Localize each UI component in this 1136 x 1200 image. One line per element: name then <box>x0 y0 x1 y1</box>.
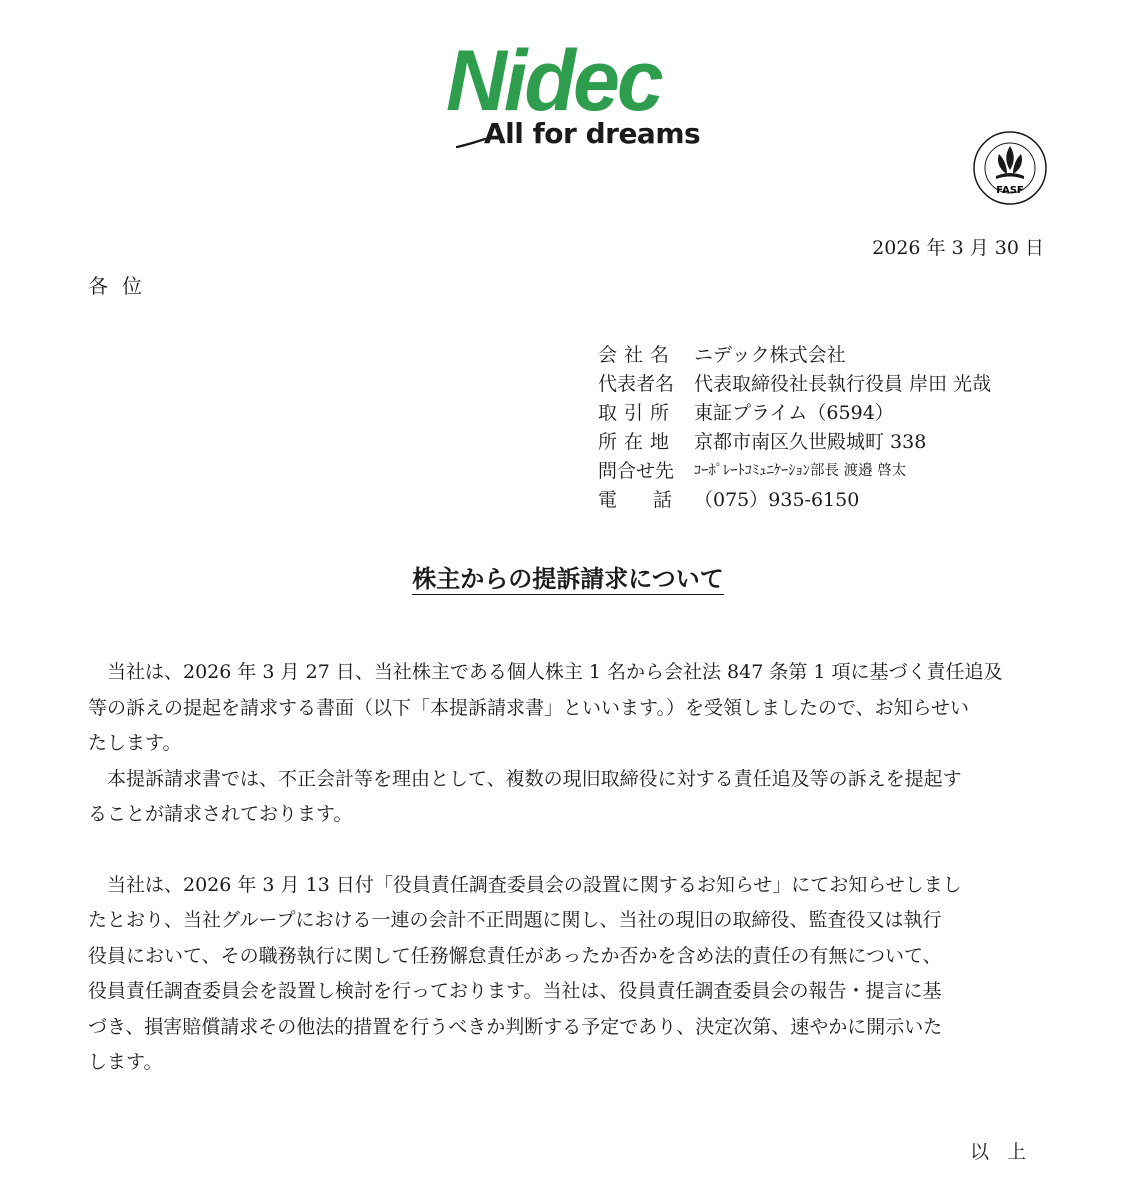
paragraph-spacer <box>88 833 1068 868</box>
info-label: 電話 <box>598 489 709 511</box>
body-text <box>88 655 1068 1081</box>
info-label: 問合せ先 <box>598 460 675 482</box>
logo-tagline: All for dreams <box>484 117 701 150</box>
info-value: （075）935-6150 <box>694 489 860 511</box>
paragraph-line: たします。 <box>88 732 182 754</box>
paragraph-line: 等の訴えの提起を請求する書面（以下「本提訴請求書」といいます。）を受領しましたので、お知らせい <box>88 696 970 719</box>
info-row-representative <box>598 370 991 399</box>
fasf-text: FASF <box>996 185 1024 196</box>
document-date: 2026 年 3 月 30 日 <box>872 237 1044 259</box>
info-value: 東証プライム（6594） <box>694 402 894 424</box>
info-label: 所在地 <box>598 431 677 453</box>
paragraph-line: ることが請求されております。 <box>88 803 353 825</box>
info-value: 代表取締役社長執行役員 岸田 光哉 <box>694 373 992 395</box>
fasf-seal-icon <box>972 130 1048 206</box>
paragraph-line: たとおり、当社グループにおける一連の会計不正問題に関し、当社の現旧の取締役、監査役又は執行 <box>88 909 942 931</box>
paragraph-line: 役員において、その職務執行に関して任務懈怠責任があったか否かを含め法的責任の有無について、 <box>88 944 942 967</box>
nidec-logo <box>440 33 715 158</box>
info-value: ｺｰﾎﾟﾚｰﾄｺﾐｭﾆｹｰｼｮﾝ部長 渡邉 啓太 <box>694 463 907 479</box>
fasf-badge <box>972 130 1048 206</box>
info-value: ニデック株式会社 <box>694 344 846 366</box>
paragraph-line: 本提訴請求書では、不正会計等を理由として、複数の現旧取締役に対する責任追及等の訴えを提起す <box>88 767 962 790</box>
info-row-contact <box>598 457 991 486</box>
info-row-company <box>598 341 991 370</box>
info-row-exchange <box>598 399 991 428</box>
logo-wordmark: Nidec <box>446 33 661 129</box>
info-row-phone <box>598 486 991 515</box>
paragraph-line: 役員責任調査委員会を設置し検討を行っております。当社は、役員責任調査委員会の報告・提言に基 <box>88 980 942 1002</box>
info-label: 取引所 <box>598 402 677 424</box>
addressee: 各位 <box>88 274 156 298</box>
document-title: 株主からの提訴請求について <box>412 564 724 593</box>
paragraph-line: 当社は、2026 年 3 月 13 日付「役員責任調査委員会の設置に関するお知らせ」にてお知らせしまし <box>88 873 962 896</box>
paragraph-line: 当社は、2026 年 3 月 27 日、当社株主である個人株主 1 名から会社法 847 条第 1 項に基づく責任追及 <box>88 661 1003 683</box>
paragraph-line: します。 <box>88 1051 163 1073</box>
info-label: 会社名 <box>598 344 677 366</box>
info-value: 京都市南区久世殿城町 338 <box>694 431 927 453</box>
info-row-address <box>598 428 991 457</box>
company-info <box>598 341 991 515</box>
info-label: 代表者名 <box>598 373 675 395</box>
closing-mark: 以上 <box>969 1141 1044 1163</box>
paragraph-line: づき、損害賠償請求その他法的措置を行うべきか判断する予定であり、決定次第、速やかに開示いた <box>88 1015 943 1038</box>
